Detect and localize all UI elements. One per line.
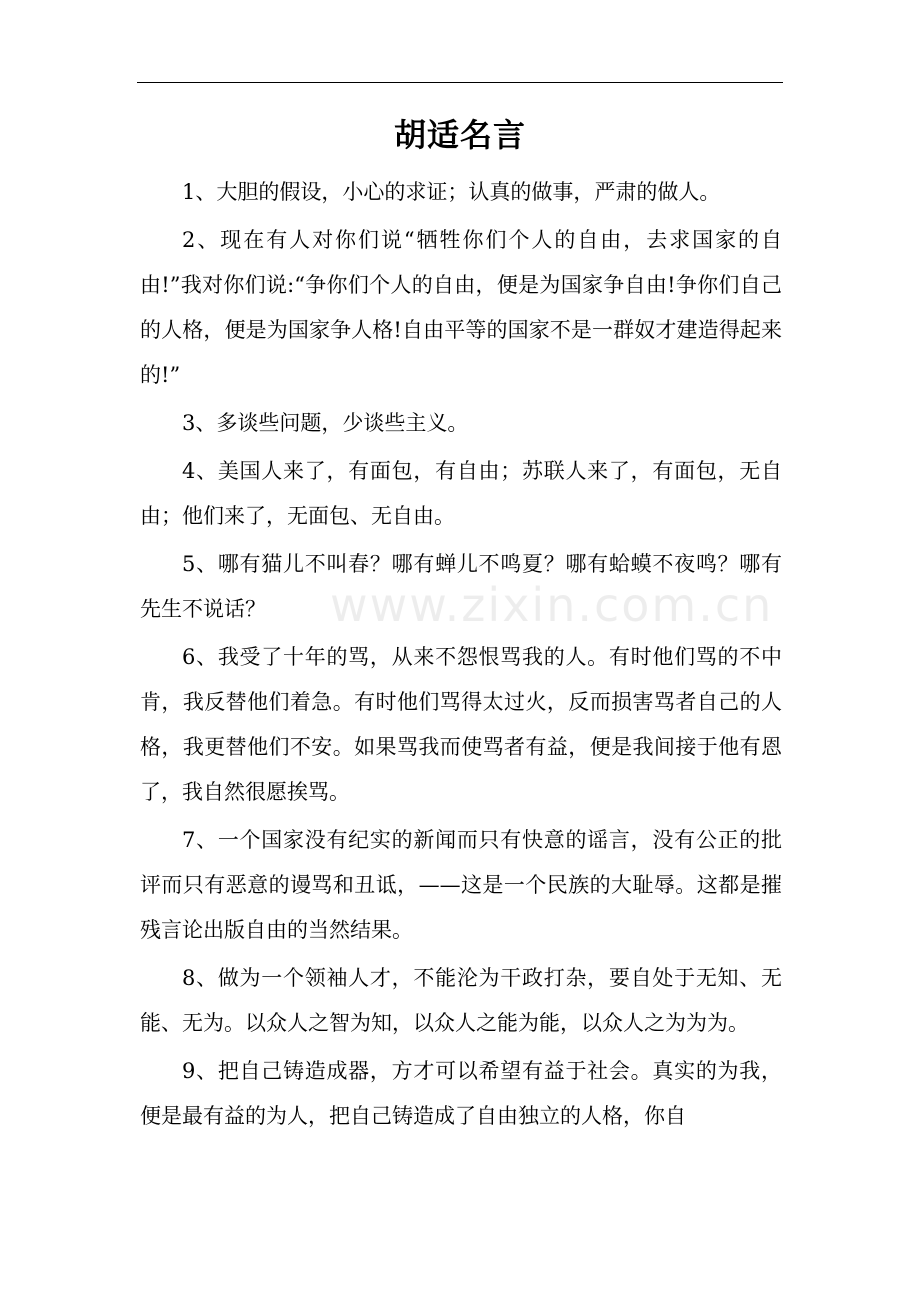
header-rule — [137, 82, 783, 83]
quote-list — [140, 170, 782, 1142]
quote-3: 3、多谈些问题，少谈些主义。 — [182, 411, 469, 435]
quote-1: 1、大胆的假设，小心的求证；认真的做事，严肃的做人。 — [182, 180, 721, 204]
quote-4: 4、美国人来了，有面包，有自由；苏联人来了，有面包，无自由；他们来了，无面包、无自由。 — [140, 459, 782, 528]
quote-5: 5、哪有猫儿不叫春？哪有蝉儿不鸣夏？哪有蛤蟆不夜鸣？哪有先生不说话？ — [140, 552, 782, 621]
quote-7: 7、一个国家没有纪实的新闻而只有快意的谣言，没有公正的批评而只有恶意的谩骂和丑诋，——这是一个民族的大耻辱。这都是摧残言论出版自由的当然结果。 — [140, 828, 782, 942]
quote-9: 9、把自己铸造成器，方才可以希望有益于社会。真实的为我，便是最有益的为人，把自己铸造成了自由独立的人格，你自 — [140, 1059, 782, 1128]
document-title: 胡适名言 — [393, 116, 526, 154]
quote-2: 2、现在有人对你们说“牺牲你们个人的自由，去求国家的自由!”我对你们说:“争你们个人的自由，便是为国家争自由!争你们自己的人格，便是为国家争人格!自由平等的国家不是一群奴才建造得起来的!” — [140, 228, 782, 387]
watermark: www.zixin.com.cn — [330, 578, 774, 632]
quote-8: 8、做为一个领袖人才，不能沦为干政打杂，要自处于无知、无能、无为。以众人之智为知，以众人之能为能，以众人之为为为。 — [140, 966, 782, 1035]
quote-6: 6、我受了十年的骂，从来不怨恨骂我的人。有时他们骂的不中肯，我反替他们着急。有时他们骂得太过火，反而损害骂者自己的人格，我更替他们不安。如果骂我而使骂者有益，便是我间接于他有恩了，我自然很愿挨骂。 — [140, 645, 782, 804]
